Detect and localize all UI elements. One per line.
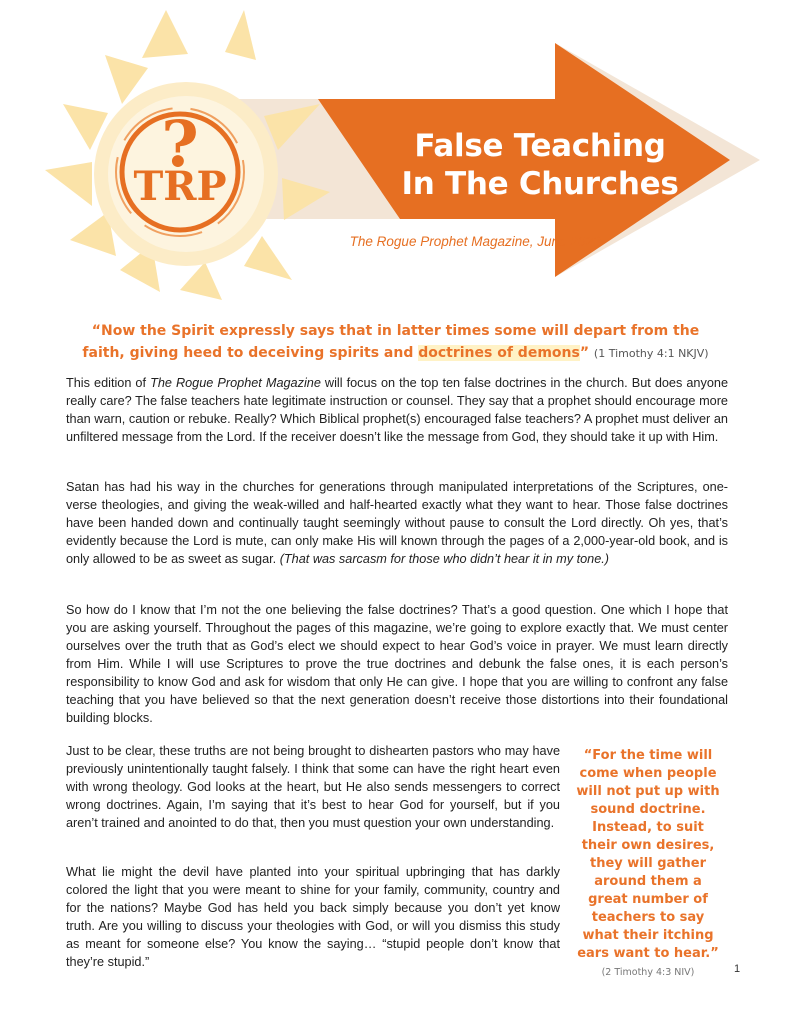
logo-question-mark: ? [161, 107, 199, 182]
epigraph-highlight: doctrines of demons [418, 345, 580, 361]
body-paragraph-3: So how do I know that I’m not the one believing the false doctrines? That’s a good question. One which I hope that you are asking yourself. Throughout the pages of this magazine, we’re going to explore exactly that. We must center ourselves over the truth that as God’s elect we should expect to hear God’s voice in prayer. We must learn directly from Him. While I will use Scriptures to prove the true doctrines and debunk the false ones, it is each person’s responsibility to know God and ask for wisdom that only He can give. I hope that you are willing to confront any false teaching that you have believed so that the next generation doesn’t receive those distortions into their foundational building blocks. [66, 603, 728, 725]
paragraph-text: This edition of [66, 376, 151, 390]
page-title-line-1: False Teaching [414, 128, 666, 164]
body-paragraph-2 [66, 478, 728, 568]
sarcasm-aside: (That was sarcasm for those who didn’t hear it in my tone.) [279, 552, 610, 566]
epigraph-quote [70, 320, 721, 365]
paragraph-text: will focus on the top ten false doctrines in the church. But does anyone really care? The false teachers hate legitimate instruction or counsel. They say that a prophet should encourage more than warn, caution or rebuke. Really? Which Biblical prophet(s) encouraged false teachers? A prophet must deliver an unfiltered message from the Lord. If the receiver doesn’t like the message from God, they should take it up with Him. [66, 376, 728, 444]
epigraph-citation: (1 Timothy 4:1 NKJV) [593, 347, 709, 360]
body-paragraph-4: Just to be clear, these truths are not being brought to dishearten pastors who may have previously unintentionally taught falsely. I think that some can have the right heart even with wrong theology. God looks at the heart, but He also sends messengers to correct wrong doctrines. Again, I’m saying that it’s best to hear God for yourself, but if you aren’t trained and anointed to do that, then you must question your own understanding. [66, 744, 560, 830]
body-paragraph-5: What lie might the devil have planted into your spiritual upbringing that has darkly colored the light that you were meant to shine for your family, community, country and for the nations? Maybe God has held you back simply because you don’t yet know truth. Are you willing to discuss your theologies with God, or will you dismiss this study as meant for someone else? You know the saying… “stupid people don’t know that they’re stupid.” [66, 865, 560, 969]
magazine-issue: The Rogue Prophet Magazine, June 2023 [349, 234, 601, 249]
page-number: 1 [734, 963, 741, 975]
pull-quote-text: “For the time will come when people will not put up with sound doctrine. Instead, to suit their own desires, they will gather around them a great number of teachers to say what their itching ears want to hear.” [576, 748, 720, 961]
pull-quote [573, 747, 723, 982]
epigraph-text-2: ” [579, 345, 590, 361]
body-paragraph-1 [66, 374, 728, 446]
page-title-line-2: In The Churches [401, 166, 679, 202]
epigraph-text-1: “Now the Spirit expressly says that in latter times some will depart from the faith, giving heed to deceiving spirits and [82, 323, 700, 361]
logo-text: TRP [133, 163, 227, 210]
paragraph-text: Satan has had his way in the churches for generations through manipulated interpretations of the Scriptures, one-verse theologies, and giving the weak-willed and half-hearted exactly what they want to hear. Those false doctrines have been handed down and continually taught seemingly without pause to consult the Lord directly. Oh yes, that’s evidently because the Lord is mute, can only make His will known through the pages of a 2,000-year-old book, and is only allowed to be as sweet as sugar. [66, 480, 728, 566]
magazine-title-italic: The Rogue Prophet Magazine [150, 376, 321, 390]
pull-quote-citation: (2 Timothy 4:3 NIV) [601, 967, 695, 978]
